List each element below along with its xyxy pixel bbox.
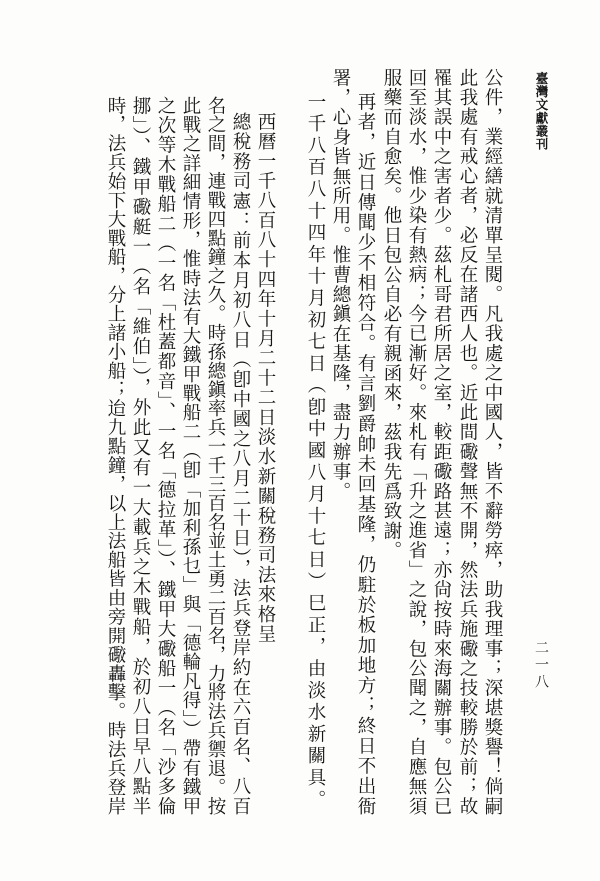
letter-1-column — [429, 68, 453, 815]
letter-2-column — [228, 112, 252, 815]
letter-2-column — [153, 96, 177, 815]
letter-1-column — [480, 68, 504, 815]
column-text: 時，法兵始下大戰船，分上諸小船；迨九點鐘，以上法船皆由旁開礮轟擊。時法兵登岸 — [105, 96, 126, 816]
letter-2-heading — [253, 112, 277, 812]
dateline-text: 一千八百八十四年十月初七日（卽中國八月十七日）巳正，由淡水新關具。 — [305, 92, 326, 812]
letter-2-column — [178, 96, 202, 815]
series-title: 臺灣文獻叢刊 — [534, 72, 549, 151]
column-text: 再者，近日傳聞少不相符合。有言劉爵帥未回基隆，仍駐於板加地方；終日不出衙 — [355, 92, 376, 817]
postscript-column — [328, 68, 352, 815]
heading-text: 西曆一千八百八十四年十月二十二日淡水新關稅務司法來格呈 — [255, 112, 276, 644]
column-text: 挪」）、鐵甲礮艇一（名「維伯」），外此又有一大載兵之木戰船，於初八日早八點半 — [130, 96, 151, 817]
column-text: 署，心身皆無所用。惟曹總鎭在基隆，盡力辦事。 — [330, 68, 351, 502]
column-text: 名之間，連戰四點鐘之久。時孫總鎭率兵一千三百名並土勇二百名，力將法兵禦退。按 — [205, 96, 226, 816]
column-text: 此我處有戒心者，必反在諸西人也。近此間礮聲無不開，然法兵施礮之技較勝於前；故 — [457, 68, 478, 817]
dateline-column — [303, 92, 327, 812]
letter-1-column — [455, 68, 479, 815]
column-text: 公件，業經繕就清單呈閱。凡我處之中國人，皆不辭勞瘁，助我理事；深堪獎譽！倘嗣 — [482, 68, 503, 817]
column-text: 回至淡水，惟少染有熱病；今已漸好。來札有「升之進省」之說，包公聞之，自應無須 — [406, 68, 427, 817]
column-text: 此戰之詳細情形，惟時法有大鐵甲戰船二（卽「加利孫乜」與「德輪凡得」）帶有鐵甲 — [180, 96, 201, 816]
page-number: 二一八 — [533, 640, 549, 691]
letter-2-column — [203, 96, 227, 815]
postscript-column — [353, 92, 377, 815]
letter-2-column — [103, 96, 127, 815]
letter-2-column — [128, 96, 152, 815]
letter-1-column — [404, 68, 428, 815]
letter-1-column — [379, 68, 403, 815]
column-text: 服藥而自愈矣。他日包公自必有親函來，茲我先爲致謝。 — [381, 68, 402, 561]
column-text: 之次等木戰船二（一名「杜蓋都音」、一名「德拉革」）、鐵甲大礮船一（名「沙多倫 — [155, 96, 176, 817]
column-text: 總稅務司憲：前本月初八日（卽中國之八月二十日），法兵登岸約在六百名、八百 — [230, 112, 251, 817]
column-text: 罹其誤中之害者少。茲札哥君所居之室，較距礮路甚遠；亦尙按時來海關辦事。包公已 — [431, 68, 452, 817]
